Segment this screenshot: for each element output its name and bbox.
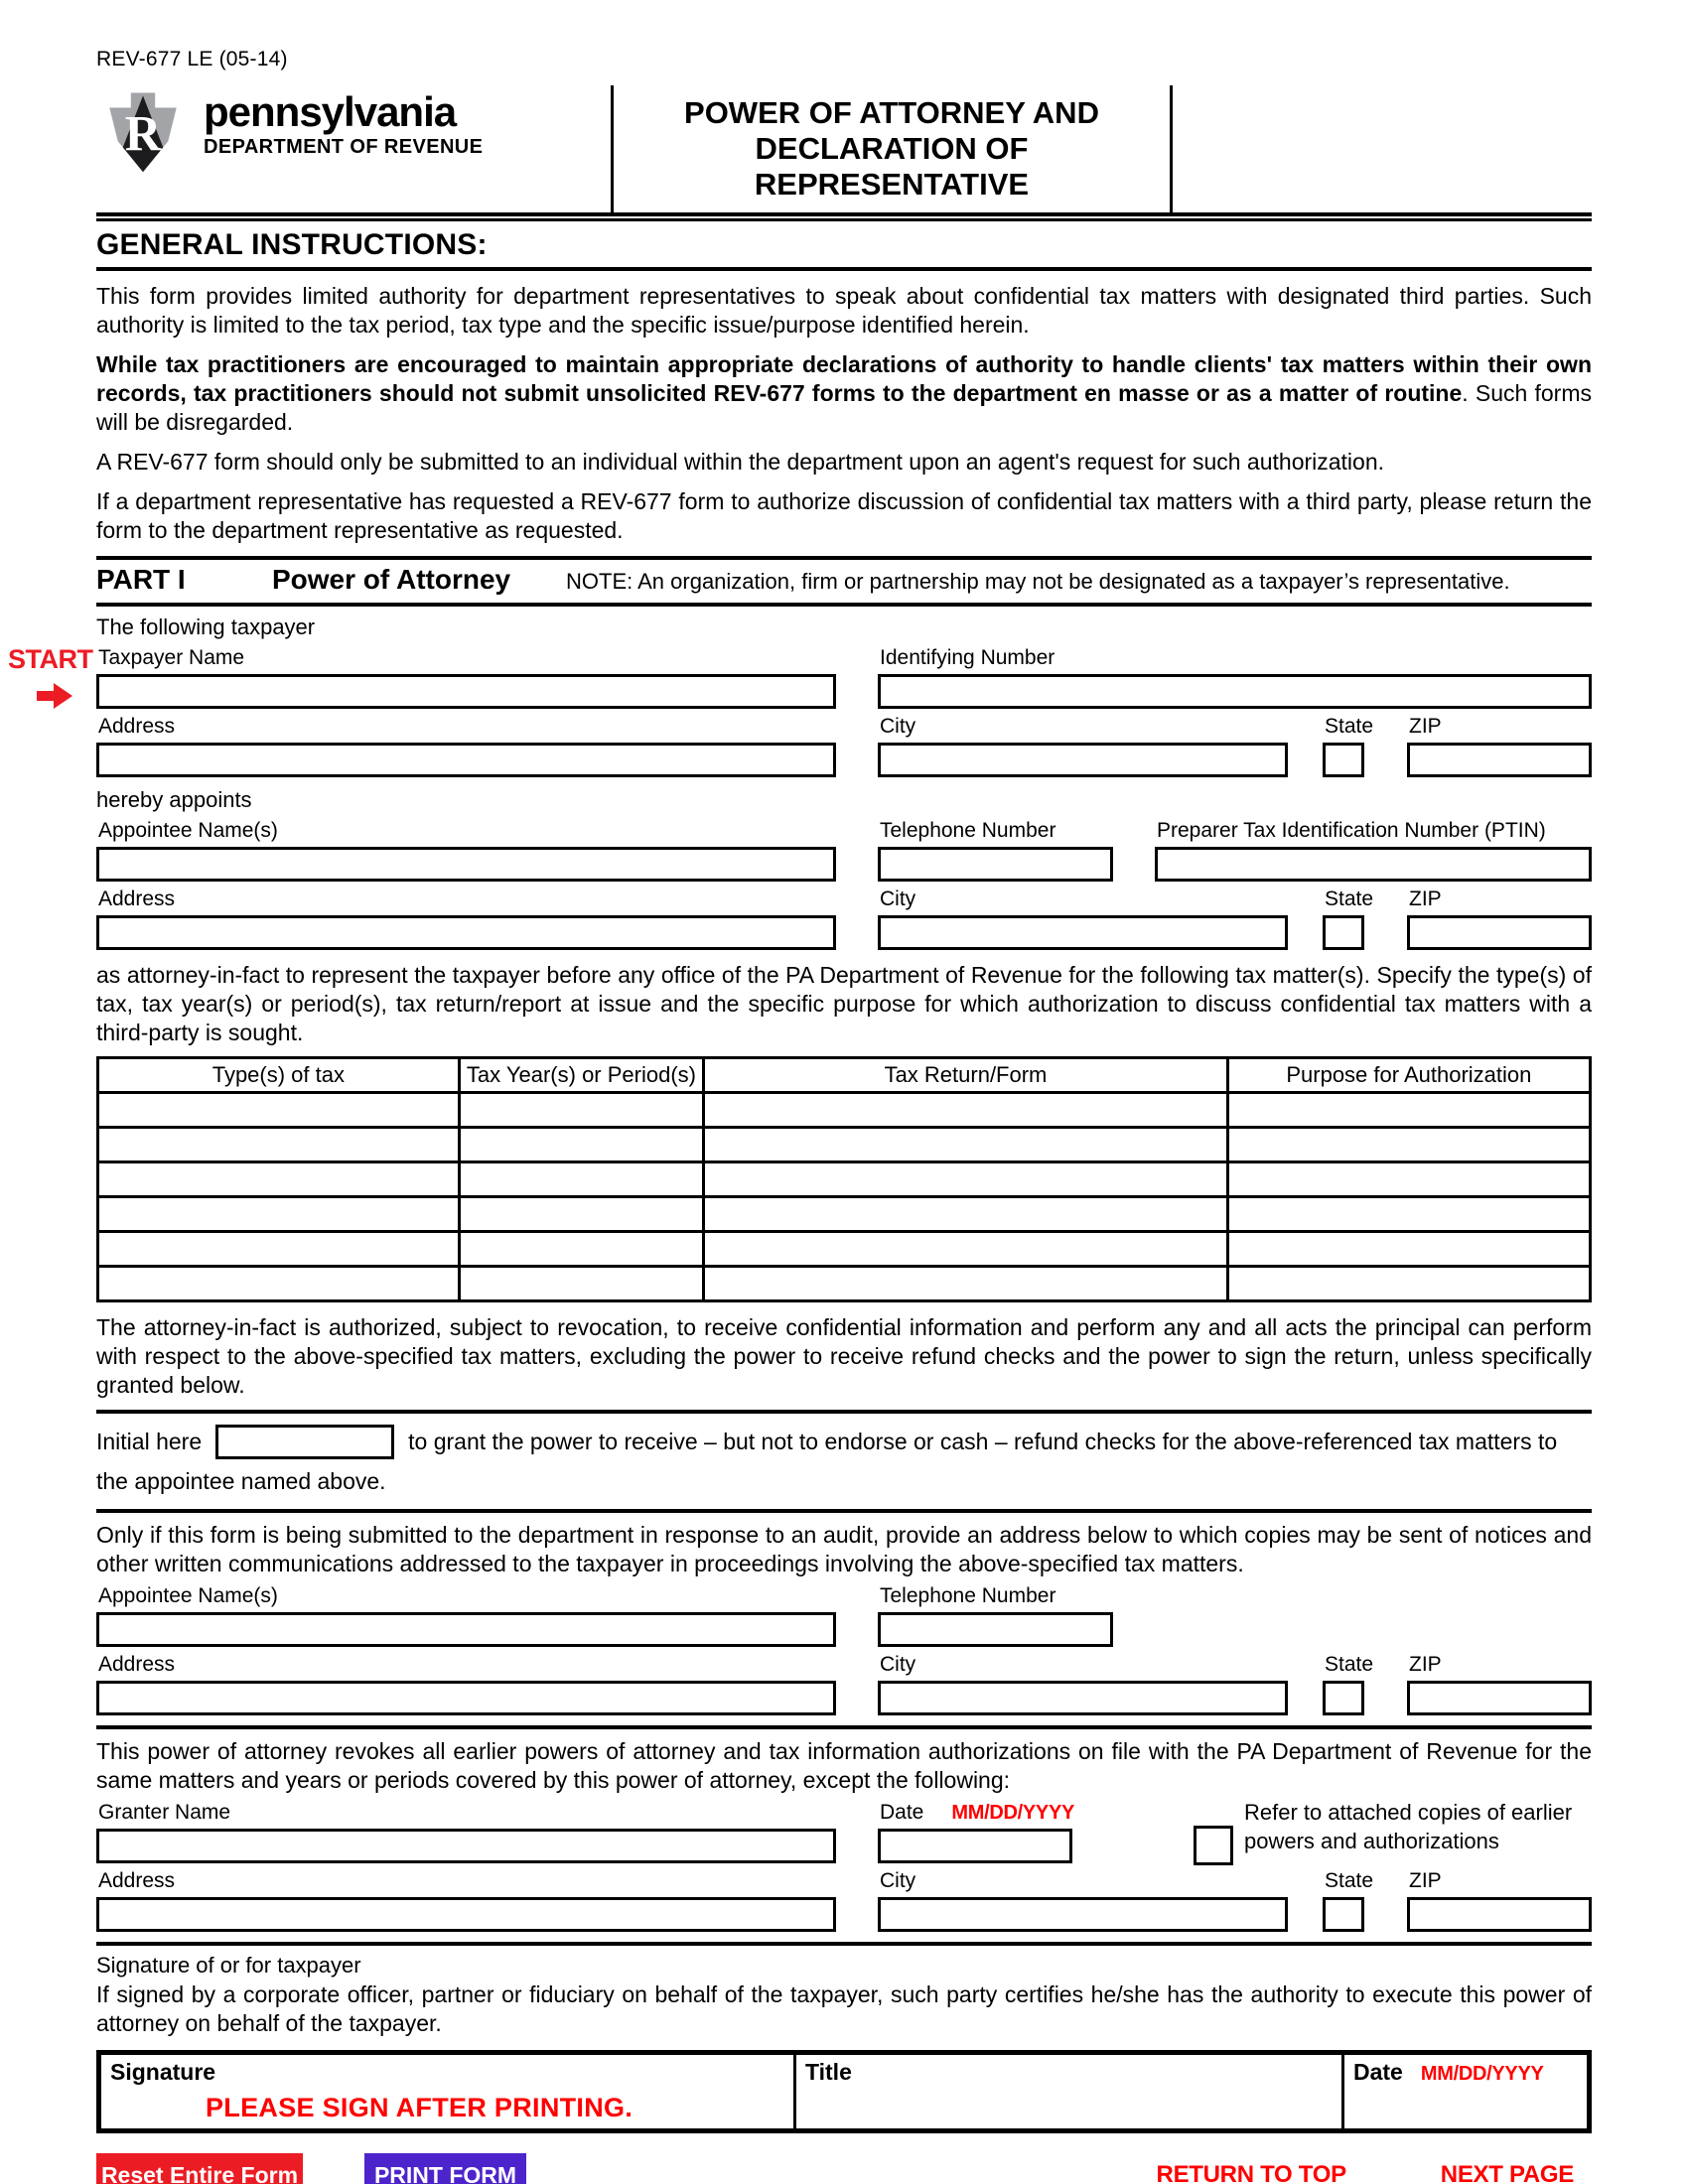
tax-matter-cell[interactable]: [98, 1232, 460, 1267]
signature-date-label: Date: [1353, 2059, 1403, 2085]
granter-date-label: Date: [880, 1801, 924, 1824]
section-divider: [96, 1725, 1592, 1729]
audit-appointee-name-label: Appointee Name(s): [98, 1584, 278, 1607]
appointee-zip-label: ZIP: [1409, 887, 1442, 910]
audit-appointee-phone-input[interactable]: [878, 1612, 1113, 1647]
audit-appointee-zip-label: ZIP: [1409, 1653, 1442, 1676]
tax-matter-cell[interactable]: [1227, 1197, 1590, 1232]
refer-attached-label: Refer to attached copies of earlier powers and authorizations: [1244, 1800, 1573, 1853]
form-header: [96, 85, 1592, 212]
signature-heading: Signature of or for taxpayer: [96, 1953, 361, 1978]
audit-appointee-phone-label: Telephone Number: [880, 1584, 1056, 1607]
logo-department: DEPARTMENT OF REVENUE: [204, 136, 484, 158]
form-number: REV-677 LE (05-14): [96, 48, 288, 70]
tax-matter-cell[interactable]: [459, 1162, 703, 1197]
signature-date-format: MM/DD/YYYY: [1420, 2063, 1544, 2085]
tax-matter-row: [98, 1128, 1591, 1162]
appointee-zip-input[interactable]: [1407, 915, 1592, 950]
tax-matter-cell[interactable]: [98, 1128, 460, 1162]
instructions-paragraph-4: If a department representative has requested a REV-677 form to authorize discussion of confidential tax matters with a third party, please return the form to the department representative as requested.: [96, 488, 1592, 543]
audit-appointee-state-label: State: [1325, 1653, 1374, 1676]
hereby-appoints-text: hereby appoints: [96, 787, 252, 812]
appointee-address-input[interactable]: [96, 915, 836, 950]
start-label: START: [8, 644, 93, 674]
identifying-number-input[interactable]: [878, 674, 1592, 709]
authorization-text: The attorney-in-fact is authorized, subject to revocation, to receive confidential information and perform any and all acts the principal can perform with respect to the above-specified tax matters, excluding the power to receive refund checks and the power to sign the return, unless specifically granted below.: [96, 1314, 1592, 1398]
part1-label: PART I: [96, 564, 186, 595]
granter-name-input[interactable]: [96, 1829, 836, 1863]
audit-appointee-zip-input[interactable]: [1407, 1681, 1592, 1715]
appointee-name-input[interactable]: [96, 847, 836, 882]
form-title: POWER OF ATTORNEY AND DECLARATION OF REPRESENTATIVE: [611, 85, 1173, 212]
tax-matter-row: [98, 1093, 1591, 1128]
initial-here-input[interactable]: [215, 1425, 394, 1459]
appointee-ptin-label: Preparer Tax Identification Number (PTIN): [1157, 819, 1546, 842]
part1-note: NOTE: An organization, firm or partnership may not be designated as a taxpayer’s representative.: [566, 569, 1510, 594]
tax-matter-cell[interactable]: [704, 1162, 1228, 1197]
return-to-top-link[interactable]: RETURN TO TOP: [1156, 2161, 1346, 2184]
appointee-state-input[interactable]: [1323, 915, 1364, 950]
tax-matter-cell[interactable]: [704, 1093, 1228, 1128]
general-instructions-heading: GENERAL INSTRUCTIONS:: [96, 228, 488, 261]
tax-matter-cell[interactable]: [459, 1197, 703, 1232]
tax-matter-cell[interactable]: [704, 1232, 1228, 1267]
audit-text: Only if this form is being submitted to the department in response to an audit, provide an address below to which copies may be sent of notices and other written communications addressed to the taxpayer in proceedings involving the above-specified tax matters.: [96, 1522, 1592, 1576]
certify-text: If signed by a corporate officer, partner or fiduciary on behalf of the taxpayer, such party certifies he/she has the authority to execute this power of attorney on behalf of the taxpayer.: [96, 1981, 1592, 2036]
tax-matter-cell[interactable]: [1227, 1128, 1590, 1162]
tax-matter-row: [98, 1232, 1591, 1267]
audit-appointee-city-label: City: [880, 1653, 916, 1676]
tax-matter-row: [98, 1267, 1591, 1301]
appointee-ptin-input[interactable]: [1155, 847, 1592, 882]
start-arrow-icon: [37, 682, 74, 715]
audit-appointee-city-input[interactable]: [878, 1681, 1288, 1715]
logo-state-name: pennsylvania: [204, 88, 457, 135]
tax-matter-cell[interactable]: [459, 1232, 703, 1267]
form-footer: [96, 2153, 1592, 2184]
tax-matter-cell[interactable]: [704, 1267, 1228, 1301]
refer-attached-checkbox[interactable]: [1194, 1826, 1233, 1865]
revocation-text: This power of attorney revokes all earlier powers of attorney and tax information authorizations on file with the PA Department of Revenue for the same matters and years or periods covered by this power of attorney, except the following:: [96, 1738, 1592, 1793]
reset-form-button[interactable]: Reset Entire Form: [96, 2153, 303, 2184]
granter-address-label: Address: [98, 1869, 176, 1892]
granter-section: [96, 1795, 1592, 1932]
tax-matter-cell[interactable]: [98, 1197, 460, 1232]
appointee-state-label: State: [1325, 887, 1374, 910]
taxpayer-state-label: State: [1325, 715, 1374, 738]
granter-city-input[interactable]: [878, 1897, 1288, 1932]
section-divider: [96, 1942, 1592, 1946]
taxpayer-zip-input[interactable]: [1407, 743, 1592, 777]
tax-matter-row: [98, 1197, 1591, 1232]
title-label: Title: [805, 2059, 852, 2085]
taxpayer-section: [8, 640, 1592, 777]
col-tax-return: Tax Return/Form: [704, 1058, 1228, 1093]
appointee-phone-input[interactable]: [878, 847, 1113, 882]
signature-label: Signature: [110, 2059, 216, 2085]
identifying-number-label: Identifying Number: [880, 646, 1055, 669]
appointee-address-label: Address: [98, 887, 176, 910]
taxpayer-name-input[interactable]: [96, 674, 836, 709]
granter-date-format: MM/DD/YYYY: [951, 1802, 1075, 1824]
taxpayer-address-label: Address: [98, 715, 176, 738]
section-divider: [96, 1410, 1592, 1414]
tax-matter-cell[interactable]: [98, 1093, 460, 1128]
title-cell[interactable]: [796, 2055, 1344, 2128]
audit-appointee-name-input[interactable]: [96, 1612, 836, 1647]
instructions-paragraph-2: While tax practitioners are encouraged to maintain appropriate declarations of authority to handle clients' tax matters within their own records, tax practitioners should not submit unsolicited REV-677 forms to the department en masse or as a matter of routine. Such forms will be disregarded.: [96, 351, 1592, 435]
tax-matter-cell[interactable]: [98, 1162, 460, 1197]
section-divider: [96, 267, 1592, 271]
col-type-of-tax: Type(s) of tax: [98, 1058, 460, 1093]
granter-city-label: City: [880, 1869, 916, 1892]
initial-here-prefix: Initial here: [96, 1429, 203, 1454]
tax-matter-cell[interactable]: [704, 1128, 1228, 1162]
print-form-button[interactable]: PRINT FORM: [364, 2153, 526, 2184]
tax-matter-cell[interactable]: [459, 1093, 703, 1128]
tax-matter-row: [98, 1162, 1591, 1197]
appointee-city-label: City: [880, 887, 916, 910]
tax-matters-table: [96, 1056, 1592, 1302]
granter-state-label: State: [1325, 1869, 1374, 1892]
appointee-name-label: Appointee Name(s): [98, 819, 278, 842]
taxpayer-address-input[interactable]: [96, 743, 836, 777]
taxpayer-city-input[interactable]: [878, 743, 1288, 777]
following-taxpayer-text: The following taxpayer: [96, 614, 316, 639]
tax-matter-cell[interactable]: [1227, 1162, 1590, 1197]
tax-matter-cell[interactable]: [459, 1267, 703, 1301]
date-cell[interactable]: [1344, 2055, 1587, 2128]
tax-matter-cell[interactable]: [704, 1197, 1228, 1232]
next-page-link[interactable]: NEXT PAGE: [1440, 2161, 1574, 2184]
taxpayer-zip-label: ZIP: [1409, 715, 1442, 738]
tax-matter-cell[interactable]: [1227, 1093, 1590, 1128]
taxpayer-state-input[interactable]: [1323, 743, 1364, 777]
keystone-logo-icon: [96, 85, 190, 175]
section-divider: [96, 1509, 1592, 1513]
tax-matter-cell[interactable]: [98, 1267, 460, 1301]
signature-table: [96, 2050, 1592, 2133]
instructions-paragraph-1: This form provides limited authority for department representatives to speak about confidential tax matters with designated third parties. Such authority is limited to the tax period, tax type and the specific issue/purpose identified herein.: [96, 283, 1592, 338]
signature-cell: [101, 2055, 796, 2128]
tax-matter-cell[interactable]: [459, 1128, 703, 1162]
granter-address-input[interactable]: [96, 1897, 836, 1932]
col-purpose: Purpose for Authorization: [1227, 1058, 1590, 1093]
taxpayer-city-label: City: [880, 715, 916, 738]
audit-appointee-address-label: Address: [98, 1653, 176, 1676]
appointee-phone-label: Telephone Number: [880, 819, 1056, 842]
tax-matter-cell[interactable]: [1227, 1232, 1590, 1267]
part1-title: Power of Attorney: [272, 564, 511, 595]
part1-header: [96, 556, 1592, 607]
col-tax-year: Tax Year(s) or Period(s): [459, 1058, 703, 1093]
tax-matters-header-row: [98, 1058, 1591, 1093]
granter-date-input[interactable]: [878, 1829, 1072, 1863]
sign-after-printing-notice: PLEASE SIGN AFTER PRINTING.: [206, 2093, 633, 2122]
svg-text:R: R: [124, 105, 162, 162]
attorney-in-fact-text: as attorney-in-fact to represent the taxpayer before any office of the PA Department of Revenue for the following tax matter(s). Specify the type(s) of tax, tax year(s) or period(s), tax return/report at issue and the specific purpose for which authorization to discuss confidential tax matters with a third-party is sought.: [96, 962, 1592, 1045]
header-divider: [96, 212, 1592, 221]
granter-name-label: Granter Name: [98, 1801, 231, 1824]
instructions-paragraph-3: A REV-677 form should only be submitted to an individual within the department upon an agent's request for such authorization.: [96, 449, 1385, 475]
granter-state-input[interactable]: [1323, 1897, 1364, 1932]
audit-appointee-state-input[interactable]: [1323, 1681, 1364, 1715]
audit-appointee-address-input[interactable]: [96, 1681, 836, 1715]
tax-matter-cell[interactable]: [1227, 1267, 1590, 1301]
granter-zip-label: ZIP: [1409, 1869, 1442, 1892]
audit-appointee-section: [96, 1578, 1592, 1715]
appointee-city-input[interactable]: [878, 915, 1288, 950]
granter-zip-input[interactable]: [1407, 1897, 1592, 1932]
appointee-section: [96, 813, 1592, 950]
taxpayer-name-label: Taxpayer Name: [98, 646, 245, 669]
initial-here-row: [96, 1422, 1592, 1501]
initial-here-suffix: to grant the power to receive – but not to endorse or cash – refund checks for the above-referenced tax matters to the appointee named above.: [96, 1429, 1558, 1494]
